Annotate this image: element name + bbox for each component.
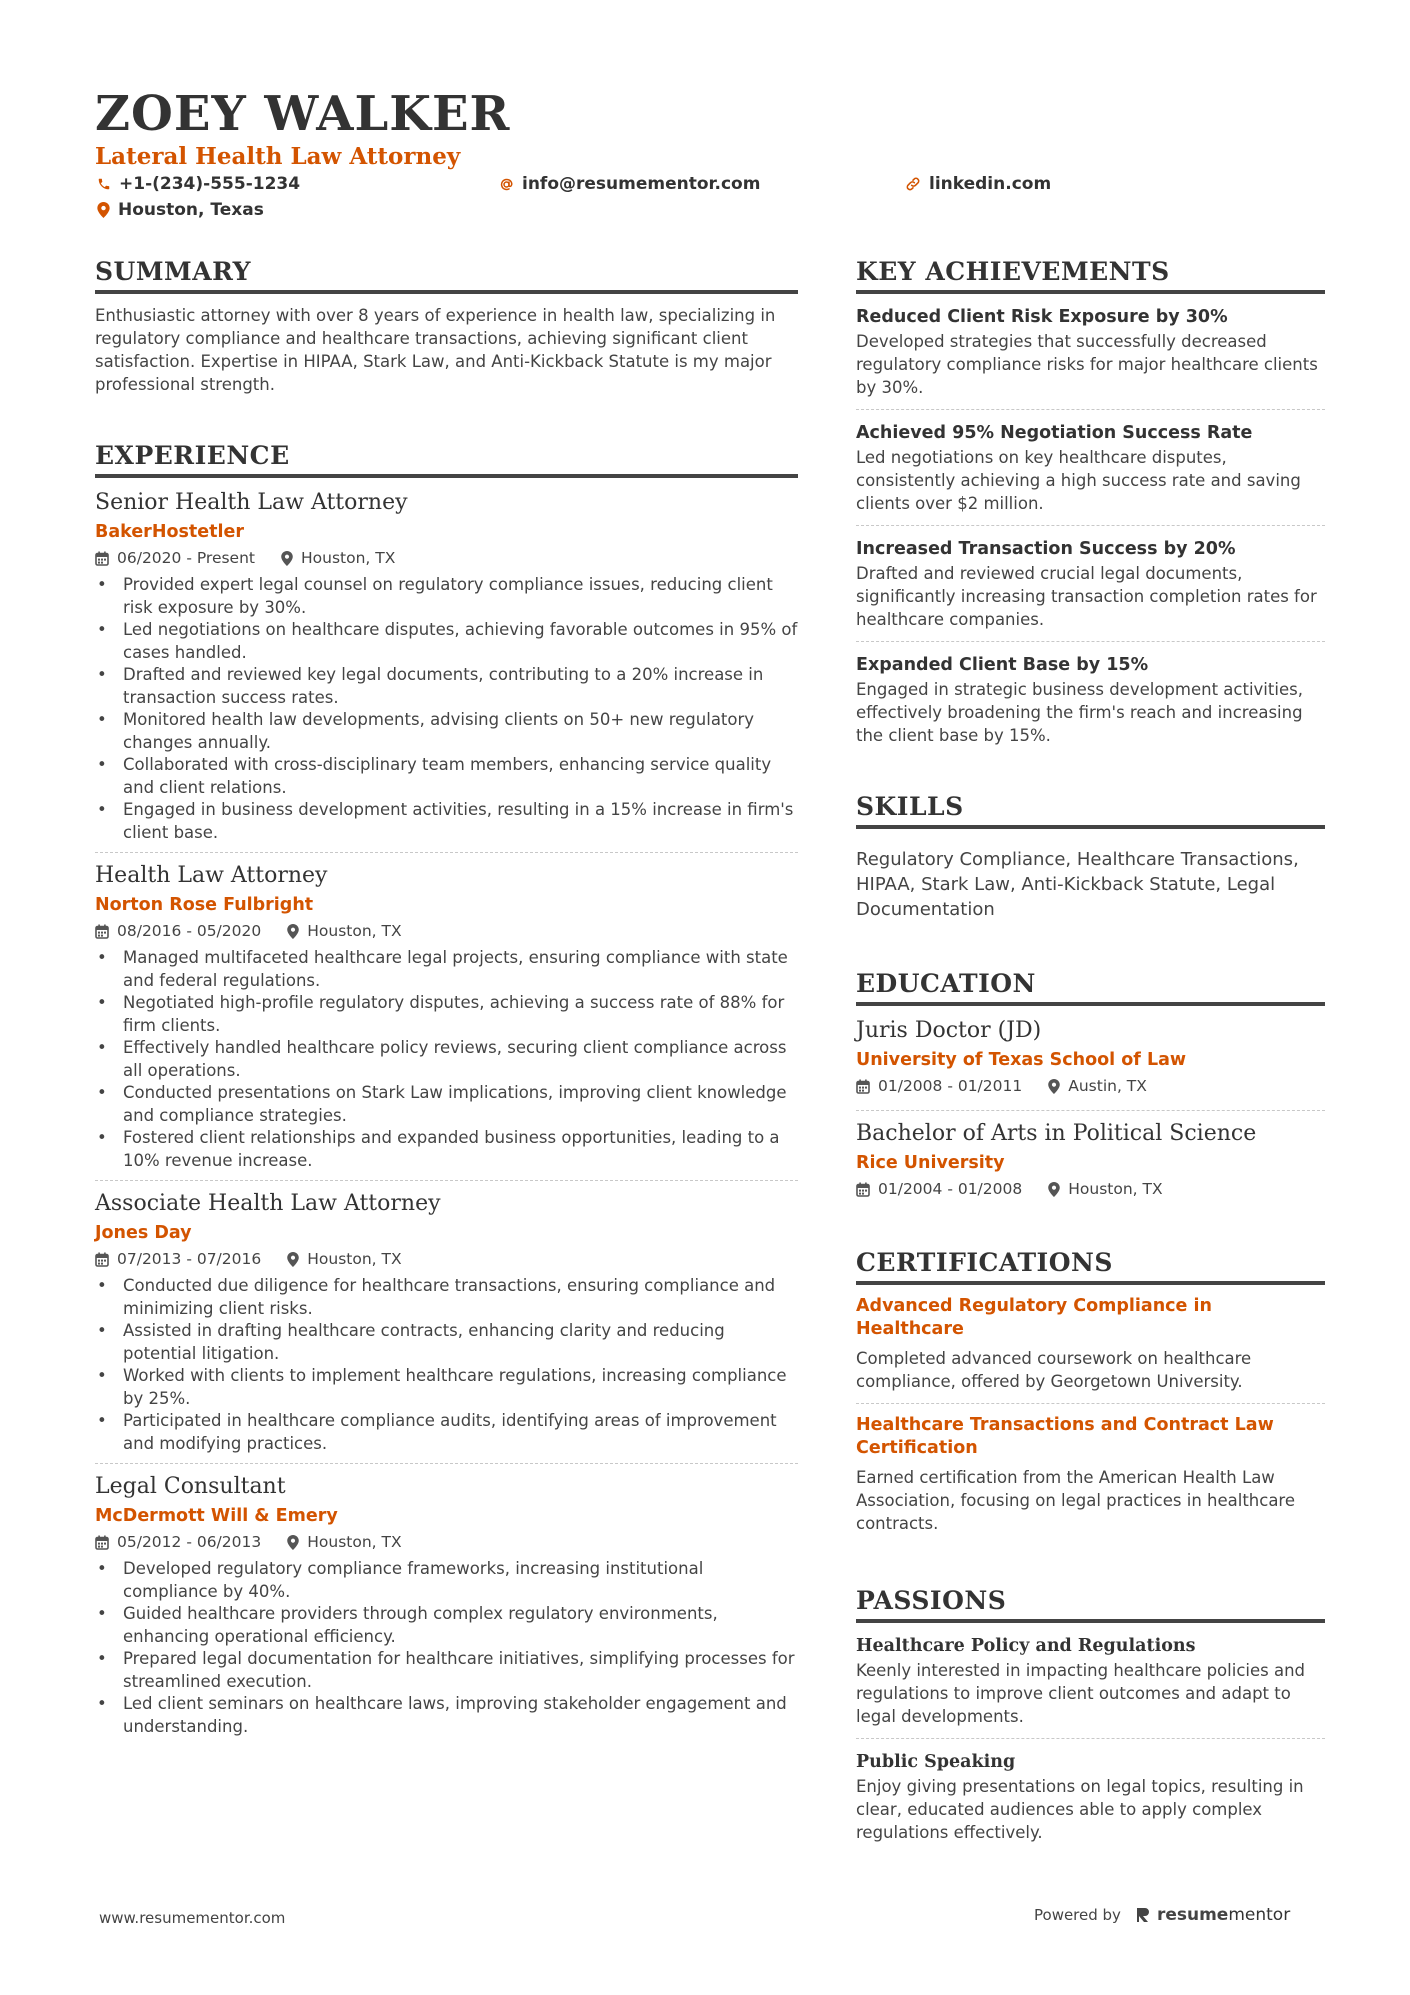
- school-name: University of Texas School of Law: [856, 1050, 1187, 1070]
- passion-title: Public Speaking: [856, 1752, 1016, 1772]
- achievement-item: [856, 536, 1325, 642]
- location-pin-icon: [281, 551, 293, 566]
- bullet-item: • Provided expert legal counsel on regulatory compliance issues, reducing client risk exposure by 30%.: [95, 574, 798, 619]
- email-text: info@resumementor.com: [522, 174, 761, 194]
- bullet-item: • Prepared legal documentation for healthcare initiatives, simplifying processes for streamlined execution.: [95, 1648, 798, 1693]
- job-meta: [95, 919, 798, 943]
- experience-item: [95, 861, 798, 1181]
- skills-text: Regulatory Compliance, Healthcare Transactions, HIPAA, Stark Law, Anti-Kickback Statute, Legal Documentation: [856, 849, 1299, 920]
- certification-title: Healthcare Transactions and Contract Law Certification: [856, 1415, 1274, 1458]
- location-pin-icon: [287, 924, 299, 939]
- achievement-item: [856, 304, 1325, 410]
- bullet-item: • Effectively handled healthcare policy reviews, securing client compliance across all operations.: [95, 1037, 798, 1082]
- achievement-text: Led negotiations on key healthcare disputes, consistently achieving a high success rate and saving clients over $2 million.: [856, 448, 1301, 513]
- education-title: EDUCATION: [856, 968, 1325, 1006]
- location-pin-icon: [1048, 1182, 1060, 1197]
- summary-section: [95, 256, 798, 396]
- job-location: Houston, TX: [307, 1250, 402, 1268]
- summary-title: SUMMARY: [95, 256, 798, 294]
- certification-item: [856, 1295, 1325, 1404]
- job-bullets: [95, 1558, 798, 1738]
- job-bullets: [95, 1275, 798, 1455]
- bullet-item: • Collaborated with cross-disciplinary team members, enhancing service quality and client relations.: [95, 754, 798, 799]
- passion-text: Keenly interested in impacting healthcare policies and regulations to improve client outcomes and adapt to legal developments.: [856, 1661, 1306, 1726]
- certification-text: Earned certification from the American Health Law Association, focusing on legal practices in healthcare contracts.: [856, 1468, 1296, 1533]
- passions-title: PASSIONS: [856, 1585, 1325, 1623]
- job-location: Houston, TX: [307, 922, 402, 940]
- contact-email[interactable]: [499, 174, 760, 194]
- education-meta: [856, 1177, 1325, 1201]
- bullet-item: • Conducted presentations on Stark Law implications, improving client knowledge and compliance strategies.: [95, 1082, 798, 1127]
- passion-item: [856, 1749, 1325, 1854]
- bullet-item: • Fostered client relationships and expanded business opportunities, leading to a 10% revenue increase.: [95, 1127, 798, 1172]
- bullet-item: • Managed multifaceted healthcare legal projects, ensuring compliance with state and federal regulations.: [95, 947, 798, 992]
- footer-website[interactable]: www.resumementor.com: [99, 1909, 286, 1927]
- degree-title: Juris Doctor (JD): [856, 1018, 1042, 1043]
- bullet-item: • Monitored health law developments, advising clients on 50+ new regulatory changes annually.: [95, 709, 798, 754]
- resume-page: [95, 86, 1325, 1842]
- job-dates: 05/2012 - 06/2013: [117, 1533, 262, 1551]
- experience-item: [95, 1472, 798, 1746]
- education-list: [856, 1016, 1325, 1213]
- bullet-item: • Assisted in drafting healthcare contracts, enhancing clarity and reducing potential litigation.: [95, 1320, 798, 1365]
- bullet-item: • Negotiated high-profile regulatory disputes, achieving a success rate of 88% for firm clients.: [95, 992, 798, 1037]
- education-section: [856, 968, 1325, 1213]
- company-name: Jones Day: [95, 1223, 192, 1243]
- education-dates: 01/2004 - 01/2008: [878, 1180, 1023, 1198]
- achievement-title: Achieved 95% Negotiation Success Rate: [856, 423, 1253, 443]
- at-icon: [499, 177, 514, 192]
- job-title: Health Law Attorney: [95, 863, 328, 888]
- achievements-section: [856, 256, 1325, 757]
- education-dates-wrap: [856, 1074, 1022, 1098]
- candidate-name: ZOEY WALKER: [95, 86, 511, 142]
- education-meta: [856, 1074, 1325, 1098]
- passion-item: [856, 1633, 1325, 1739]
- experience-title: EXPERIENCE: [95, 440, 798, 478]
- certification-title: Advanced Regulatory Compliance in Healthcare: [856, 1296, 1212, 1339]
- bullet-item: • Led client seminars on healthcare laws, improving stakeholder engagement and understanding.: [95, 1693, 798, 1738]
- job-meta: [95, 1247, 798, 1271]
- skills-title: SKILLS: [856, 791, 1325, 829]
- achievement-text: Developed strategies that successfully decreased regulatory compliance risks for major healthcare clients by 30%.: [856, 332, 1318, 397]
- experience-list: [95, 488, 798, 1746]
- experience-item: [95, 1189, 798, 1464]
- contact-phone[interactable]: [97, 174, 300, 194]
- bullet-item: • Engaged in business development activities, resulting in a 15% increase in firm's client base.: [95, 799, 798, 844]
- skills-section: [856, 791, 1325, 922]
- phone-icon: [97, 177, 111, 191]
- brand-resume: resume: [1156, 1905, 1229, 1925]
- calendar-icon: [95, 1535, 109, 1550]
- powered-by-text: Powered by: [1034, 1906, 1121, 1924]
- certifications-title: CERTIFICATIONS: [856, 1247, 1325, 1285]
- job-dates: 07/2013 - 07/2016: [117, 1250, 262, 1268]
- job-title: Associate Health Law Attorney: [95, 1191, 441, 1216]
- job-title: Senior Health Law Attorney: [95, 490, 408, 515]
- brand-logo[interactable]: [1135, 1905, 1290, 1925]
- education-item: [856, 1119, 1325, 1213]
- footer-branding: [1034, 1905, 1290, 1925]
- bullet-item: • Conducted due diligence for healthcare transactions, ensuring compliance and minimizing client risks.: [95, 1275, 798, 1320]
- job-dates: 08/2016 - 05/2020: [117, 922, 262, 940]
- location-pin-icon: [97, 202, 110, 218]
- company-name: Norton Rose Fulbright: [95, 895, 314, 915]
- achievements-title: KEY ACHIEVEMENTS: [856, 256, 1325, 294]
- education-location-wrap: [1048, 1177, 1162, 1201]
- bullet-item: • Guided healthcare providers through complex regulatory environments, enhancing operational efficiency.: [95, 1603, 798, 1648]
- location-pin-icon: [287, 1252, 299, 1267]
- bullet-item: • Drafted and reviewed key legal documents, contributing to a 20% increase in transaction success rates.: [95, 664, 798, 709]
- achievement-title: Expanded Client Base by 15%: [856, 655, 1149, 675]
- bullet-item: • Participated in healthcare compliance audits, identifying areas of improvement and modifying practices.: [95, 1410, 798, 1455]
- achievement-title: Reduced Client Risk Exposure by 30%: [856, 307, 1228, 327]
- job-meta: [95, 1530, 798, 1554]
- candidate-role: Lateral Health Law Attorney: [95, 143, 461, 170]
- calendar-icon: [95, 551, 109, 566]
- passions-section: [856, 1585, 1325, 1854]
- contact-location: [97, 200, 264, 220]
- right-column: [856, 256, 1325, 1864]
- company-name: McDermott Will & Emery: [95, 1506, 338, 1526]
- certification-text: Completed advanced coursework on healthcare compliance, offered by Georgetown University.: [856, 1349, 1252, 1391]
- job-dates: 06/2020 - Present: [117, 549, 255, 567]
- calendar-icon: [95, 1252, 109, 1267]
- achievement-text: Drafted and reviewed crucial legal documents, significantly increasing transaction completion rates for healthcare companies.: [856, 564, 1317, 629]
- job-bullets: [95, 574, 798, 844]
- education-location-wrap: [1048, 1074, 1147, 1098]
- calendar-icon: [856, 1182, 870, 1197]
- achievement-title: Increased Transaction Success by 20%: [856, 539, 1236, 559]
- certification-item: [856, 1414, 1325, 1545]
- job-location: Houston, TX: [301, 549, 396, 567]
- calendar-icon: [95, 924, 109, 939]
- education-item: [856, 1016, 1325, 1111]
- link-icon: [905, 176, 921, 192]
- job-location: Houston, TX: [307, 1533, 402, 1551]
- passion-text: Enjoy giving presentations on legal topics, resulting in clear, educated audiences able to apply complex regulations effectively.: [856, 1777, 1304, 1842]
- degree-title: Bachelor of Arts in Political Science: [856, 1121, 1257, 1146]
- calendar-icon: [856, 1079, 870, 1094]
- linkedin-text: linkedin.com: [929, 174, 1052, 194]
- resumementor-logo-icon: [1135, 1906, 1151, 1924]
- education-location: Houston, TX: [1068, 1180, 1163, 1198]
- location-pin-icon: [287, 1535, 299, 1550]
- brand-mentor: mentor: [1228, 1905, 1291, 1925]
- education-dates: 01/2008 - 01/2011: [878, 1077, 1023, 1095]
- passion-title: Healthcare Policy and Regulations: [856, 1636, 1196, 1656]
- certifications-section: [856, 1247, 1325, 1545]
- bullet-item: • Led negotiations on healthcare disputes, achieving favorable outcomes in 95% of cases handled.: [95, 619, 798, 664]
- education-location: Austin, TX: [1068, 1077, 1147, 1095]
- summary-text: Enthusiastic attorney with over 8 years of experience in health law, specializing in regulatory compliance and healthcare transactions, achieving significant client satisfaction. Expertise in HIPAA, Stark Law, and Anti-Kickback Statute is my major professional strength.: [95, 306, 776, 394]
- location-text: Houston, Texas: [118, 200, 264, 220]
- achievement-item: [856, 420, 1325, 526]
- achievements-list: [856, 304, 1325, 757]
- certifications-list: [856, 1295, 1325, 1545]
- contact-linkedin[interactable]: [905, 174, 1051, 194]
- company-name: BakerHostetler: [95, 522, 244, 542]
- experience-section: [95, 440, 798, 1746]
- experience-item: [95, 488, 798, 853]
- left-column: [95, 256, 798, 1754]
- location-pin-icon: [1048, 1079, 1060, 1094]
- bullet-item: • Developed regulatory compliance frameworks, increasing institutional compliance by 40%.: [95, 1558, 798, 1603]
- school-name: Rice University: [856, 1153, 1005, 1173]
- bullet-item: • Worked with clients to implement healthcare regulations, increasing compliance by 25%.: [95, 1365, 798, 1410]
- job-title: Legal Consultant: [95, 1474, 286, 1499]
- contact-bar: [95, 174, 1325, 228]
- education-dates-wrap: [856, 1177, 1022, 1201]
- phone-text: +1-(234)-555-1234: [119, 174, 301, 194]
- passions-list: [856, 1633, 1325, 1854]
- achievement-text: Engaged in strategic business development activities, effectively broadening the firm's reach and increasing the client base by 15%.: [856, 680, 1303, 745]
- job-meta: [95, 546, 798, 570]
- achievement-item: [856, 652, 1325, 757]
- job-bullets: [95, 947, 798, 1172]
